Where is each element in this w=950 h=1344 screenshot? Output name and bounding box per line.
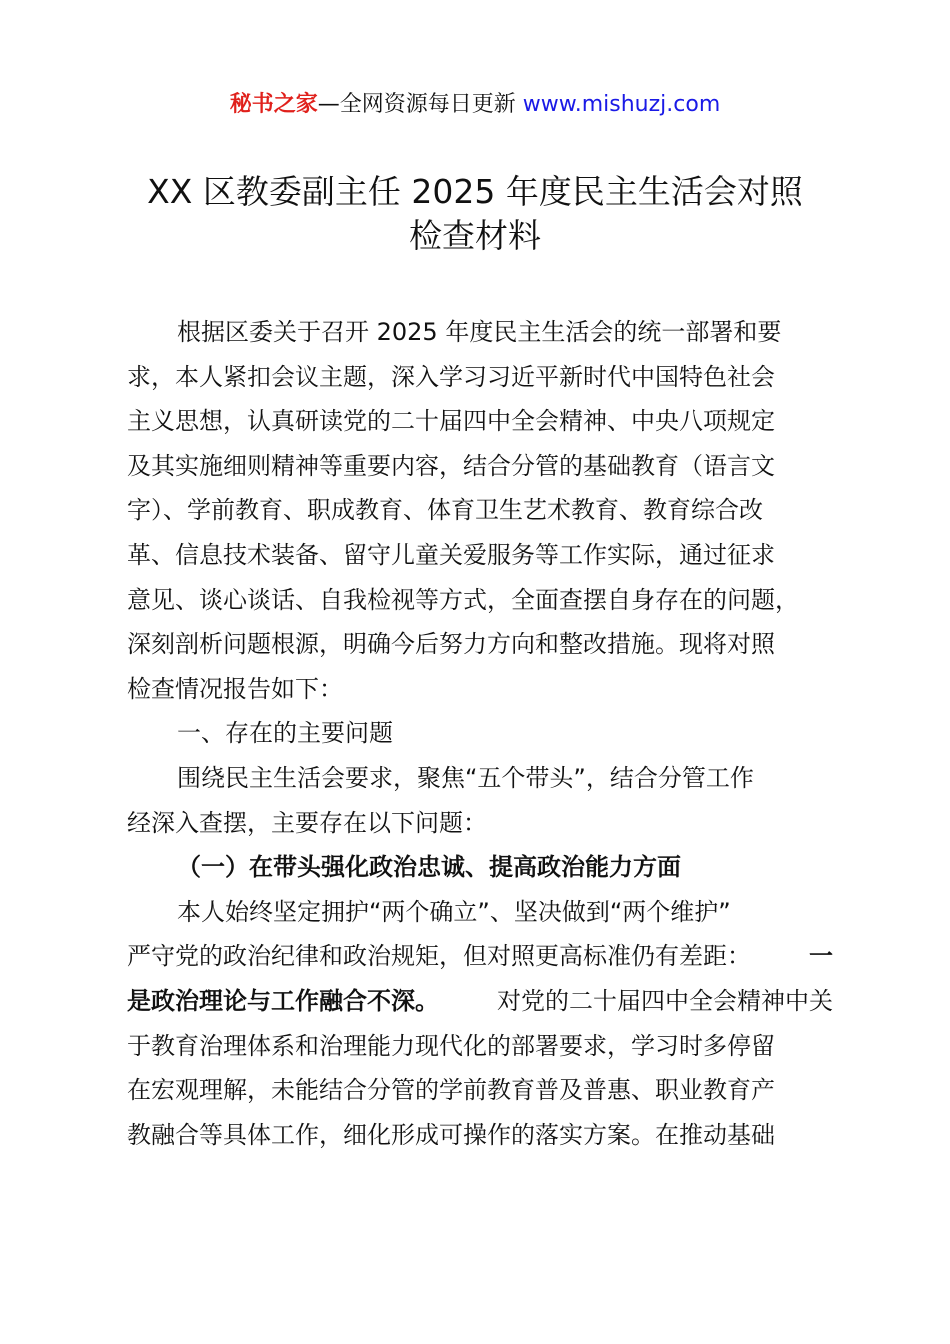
paragraph-line: 教融合等具体工作，细化形成可操作的落实方案。在推动基础 <box>127 1120 775 1149</box>
paragraph-line: 深刻剖析问题根源，明确今后努力方向和整改措施。现将对照 <box>127 630 775 659</box>
paragraph-line: 求，本人紧扣会议主题，深入学习习近平新时代中国特色社会 <box>127 362 775 391</box>
paragraph-line: 检查情况报告如下： <box>127 674 343 703</box>
banner-url-link[interactable]: www.mishuzj.com <box>522 92 721 117</box>
title-line-1: XX 区教委副主任 2025 年度民主生活会对照 <box>147 172 803 211</box>
subsection-heading: （一）在带头强化政治忠诚、提高政治能力方面 <box>177 853 681 882</box>
paragraph-line: 意见、谈心谈话、自我检视等方式，全面查摆自身存在的问题， <box>127 585 799 614</box>
document-title <box>100 170 850 258</box>
paragraph-text: 对党的二十届四中全会精神中关 <box>497 986 833 1015</box>
title-line-2: 检查材料 <box>409 216 541 255</box>
paragraph-text: 严守党的政治纪律和政治规矩，但对照更高标准仍有差距： <box>127 942 751 971</box>
paragraph-line: 本人始终坚定拥护“两个确立”、坚决做到“两个维护” <box>177 897 731 926</box>
paragraph-line: 在宏观理解，未能结合分管的学前教育普及普惠、职业教育产 <box>127 1076 775 1105</box>
paragraph-line: 及其实施细则精神等重要内容，结合分管的基础教育（语言文 <box>127 451 775 480</box>
paragraph-line: 根据区委关于召开 2025 年度民主生活会的统一部署和要 <box>177 318 782 346</box>
paragraph-line: 经深入查摆，主要存在以下问题： <box>127 808 487 837</box>
site-banner <box>0 88 950 122</box>
paragraph-line: 于教育治理体系和治理能力现代化的部署要求，学习时多停留 <box>127 1031 775 1060</box>
paragraph-line: 字）、学前教育、职成教育、体育卫生艺术教育、教育综合改 <box>127 496 763 525</box>
banner-brand: 秘书之家 <box>229 92 318 117</box>
bold-text: 是政治理论与工作融合不深。 <box>127 986 439 1015</box>
section-heading: 一、存在的主要问题 <box>177 719 393 748</box>
paragraph-line: 围绕民主生活会要求，聚焦“五个带头”，结合分管工作 <box>177 763 754 792</box>
paragraph-line <box>127 934 833 979</box>
banner-slogan: —全网资源每日更新 <box>317 92 516 117</box>
bold-text: 一 <box>809 942 833 971</box>
document-body <box>127 310 833 1157</box>
paragraph-line: 主义思想，认真研读党的二十届四中全会精神、中央八项规定 <box>127 407 775 436</box>
paragraph-line: 革、信息技术装备、留守儿童关爱服务等工作实际，通过征求 <box>127 540 775 569</box>
paragraph-line <box>127 979 833 1024</box>
